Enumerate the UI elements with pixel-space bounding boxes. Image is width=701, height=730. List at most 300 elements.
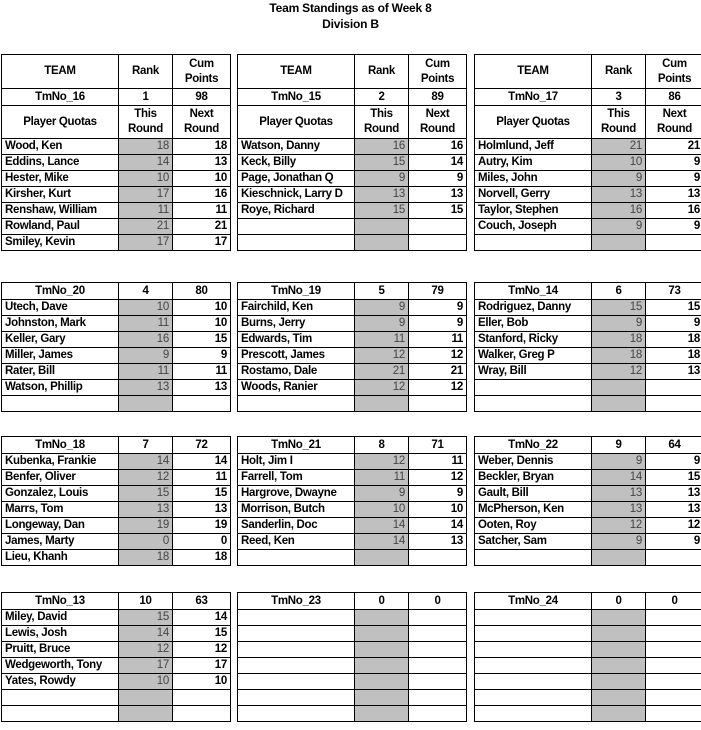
- player-row: [238, 155, 467, 171]
- this-round-quota: 9: [592, 171, 646, 187]
- round-label: Round: [657, 123, 692, 135]
- next-round-quota: 14: [173, 610, 231, 626]
- player-row: [475, 550, 701, 566]
- this-round-quota: 10: [119, 674, 173, 690]
- player-name: [238, 674, 355, 690]
- next-round-quota: 12: [173, 642, 231, 658]
- player-row: [475, 610, 701, 626]
- this-round-quota: 10: [592, 155, 646, 171]
- player-name: [238, 706, 355, 722]
- cum-points-header: [646, 55, 701, 89]
- player-row: [2, 610, 231, 626]
- this-round-quota: 13: [119, 380, 173, 396]
- this-round-quota: [592, 550, 646, 566]
- player-name: Reed, Ken: [238, 534, 355, 550]
- next-round-quota: 10: [173, 171, 231, 187]
- team-header: TEAM: [475, 55, 592, 89]
- player-row: [2, 658, 231, 674]
- player-name: Benfer, Oliver: [2, 470, 119, 486]
- team-points: 79: [409, 283, 467, 300]
- player-name: [475, 642, 592, 658]
- player-name: Watson, Danny: [238, 139, 355, 155]
- next-round-quota: 13: [173, 380, 231, 396]
- player-row: [475, 300, 701, 316]
- player-name: [238, 690, 355, 706]
- next-round-quota: [409, 642, 467, 658]
- cum-label: Cum: [189, 57, 214, 70]
- this-round-quota: 15: [119, 610, 173, 626]
- player-row: [475, 690, 701, 706]
- points-label: Points: [657, 72, 692, 85]
- player-name: Rater, Bill: [2, 364, 119, 380]
- next-round-quota: 16: [409, 139, 467, 155]
- cum-label: Cum: [662, 57, 687, 70]
- player-name: Miley, David: [2, 610, 119, 626]
- player-name: Longeway, Dan: [2, 518, 119, 534]
- team-header: TEAM: [238, 55, 355, 89]
- this-round-quota: [592, 706, 646, 722]
- player-row: [2, 219, 231, 235]
- this-round-quota: 9: [355, 300, 409, 316]
- player-name: Utech, Dave: [2, 300, 119, 316]
- player-name: Smiley, Kevin: [2, 235, 119, 251]
- this-round-quota: 18: [592, 332, 646, 348]
- player-name: Keller, Gary: [2, 332, 119, 348]
- this-round-quota: 16: [119, 332, 173, 348]
- this-round-quota: 15: [355, 155, 409, 171]
- player-row: [238, 219, 467, 235]
- next-round-quota: [646, 706, 701, 722]
- next-round-quota: 19: [173, 518, 231, 534]
- next-round-quota: 9: [646, 454, 701, 470]
- this-round-quota: [355, 610, 409, 626]
- this-round-quota: [592, 642, 646, 658]
- team-name: TmNo_13: [2, 593, 119, 610]
- next-round-quota: 13: [646, 486, 701, 502]
- this-round-quota: [592, 674, 646, 690]
- this-round-quota: 12: [592, 518, 646, 534]
- next-round-quota: [646, 626, 701, 642]
- next-round-quota: 21: [646, 139, 701, 155]
- team-name: TmNo_15: [238, 89, 355, 106]
- next-round-quota: [409, 674, 467, 690]
- player-row: [238, 332, 467, 348]
- player-name: McPherson, Ken: [475, 502, 592, 518]
- team-rank: 7: [119, 437, 173, 454]
- next-round-quota: 10: [173, 674, 231, 690]
- player-quotas-header: Player Quotas: [475, 106, 592, 139]
- player-row: [475, 396, 701, 412]
- team-points: 80: [173, 283, 231, 300]
- player-name: Beckler, Bryan: [475, 470, 592, 486]
- player-name: Keck, Billy: [238, 155, 355, 171]
- team-table: [474, 436, 701, 566]
- this-round-quota: [592, 626, 646, 642]
- player-name: Rowland, Paul: [2, 219, 119, 235]
- team-table: [237, 54, 467, 251]
- next-round-quota: [409, 219, 467, 235]
- player-row: [475, 626, 701, 642]
- next-round-quota: [409, 626, 467, 642]
- this-round-quota: 10: [119, 171, 173, 187]
- next-round-quota: 15: [646, 470, 701, 486]
- this-round-quota: 9: [355, 486, 409, 502]
- next-round-quota: 10: [409, 502, 467, 518]
- player-row: [2, 171, 231, 187]
- player-name: Lieu, Khanh: [2, 550, 119, 566]
- player-row: [238, 626, 467, 642]
- player-row: [238, 690, 467, 706]
- player-name: Wray, Bill: [475, 364, 592, 380]
- player-name: Eddins, Lance: [2, 155, 119, 171]
- team-points: 63: [173, 593, 231, 610]
- next-round-quota: 13: [173, 155, 231, 171]
- next-round-quota: 0: [173, 534, 231, 550]
- player-name: [2, 396, 119, 412]
- player-name: [475, 658, 592, 674]
- rank-header: Rank: [119, 55, 173, 89]
- team-points: 0: [646, 593, 701, 610]
- next-round-quota: 11: [409, 454, 467, 470]
- player-row: [238, 235, 467, 251]
- this-round-quota: 0: [119, 534, 173, 550]
- player-name: Miles, John: [475, 171, 592, 187]
- player-name: Woods, Ranier: [238, 380, 355, 396]
- this-round-quota: [592, 610, 646, 626]
- team-rank: 5: [355, 283, 409, 300]
- next-round-quota: 9: [646, 155, 701, 171]
- next-round-quota: 13: [409, 534, 467, 550]
- this-round-quota: 19: [119, 518, 173, 534]
- team-name: TmNo_24: [475, 593, 592, 610]
- team-name: TmNo_21: [238, 437, 355, 454]
- next-round-quota: [409, 550, 467, 566]
- next-round-quota: 9: [646, 219, 701, 235]
- team-points: 98: [173, 89, 231, 106]
- this-round-quota: 11: [119, 316, 173, 332]
- player-quotas-header: Player Quotas: [2, 106, 119, 139]
- player-row: [475, 171, 701, 187]
- this-round-quota: 21: [355, 364, 409, 380]
- player-row: [238, 534, 467, 550]
- next-round-quota: [173, 706, 231, 722]
- next-round-quota: [646, 674, 701, 690]
- player-row: [475, 139, 701, 155]
- player-name: Eller, Bob: [475, 316, 592, 332]
- player-name: [238, 235, 355, 251]
- player-row: [238, 674, 467, 690]
- this-round-quota: 10: [119, 300, 173, 316]
- next-round-quota: [646, 550, 701, 566]
- rank-header: Rank: [355, 55, 409, 89]
- next-round-quota: 16: [173, 187, 231, 203]
- this-round-quota: 18: [119, 550, 173, 566]
- this-round-quota: 12: [119, 470, 173, 486]
- team-name: TmNo_18: [2, 437, 119, 454]
- this-round-quota: 14: [119, 454, 173, 470]
- next-round-quota: 10: [173, 316, 231, 332]
- player-row: [2, 690, 231, 706]
- this-round-quota: [592, 235, 646, 251]
- player-name: Kirsher, Kurt: [2, 187, 119, 203]
- player-row: [475, 364, 701, 380]
- next-round-quota: 15: [173, 626, 231, 642]
- this-round-quota: 14: [592, 470, 646, 486]
- player-name: Watson, Phillip: [2, 380, 119, 396]
- player-name: [475, 380, 592, 396]
- team-rank: 4: [119, 283, 173, 300]
- player-name: Roye, Richard: [238, 203, 355, 219]
- this-round-quota: 15: [592, 300, 646, 316]
- player-row: [238, 203, 467, 219]
- player-name: Miller, James: [2, 348, 119, 364]
- this-round-quota: 9: [592, 454, 646, 470]
- player-row: [238, 706, 467, 722]
- player-row: [475, 674, 701, 690]
- player-name: Couch, Joseph: [475, 219, 592, 235]
- player-name: Yates, Rowdy: [2, 674, 119, 690]
- player-name: [475, 706, 592, 722]
- next-round-quota: [409, 610, 467, 626]
- this-label: This: [607, 108, 630, 120]
- this-round-quota: 9: [592, 534, 646, 550]
- this-round-header: [355, 106, 409, 139]
- page-title: [0, 0, 701, 32]
- next-round-quota: 11: [409, 332, 467, 348]
- team-table: [474, 592, 701, 722]
- player-row: [2, 486, 231, 502]
- player-name: Edwards, Tim: [238, 332, 355, 348]
- next-round-quota: 13: [173, 502, 231, 518]
- this-round-quota: 14: [119, 155, 173, 171]
- player-name: Prescott, James: [238, 348, 355, 364]
- this-round-quota: [592, 690, 646, 706]
- this-round-quota: 13: [592, 502, 646, 518]
- player-row: [2, 364, 231, 380]
- team-rank: 8: [355, 437, 409, 454]
- team-points: 72: [173, 437, 231, 454]
- player-row: [2, 348, 231, 364]
- player-row: [475, 332, 701, 348]
- next-round-quota: 15: [173, 332, 231, 348]
- this-round-quota: [355, 674, 409, 690]
- player-name: [475, 626, 592, 642]
- player-name: [238, 550, 355, 566]
- next-round-quota: 18: [173, 139, 231, 155]
- team-name: TmNo_17: [475, 89, 592, 106]
- next-round-quota: 12: [409, 470, 467, 486]
- next-round-quota: 9: [173, 348, 231, 364]
- player-row: [2, 139, 231, 155]
- player-row: [475, 502, 701, 518]
- this-round-header: [592, 106, 646, 139]
- this-round-quota: 21: [119, 219, 173, 235]
- player-name: [475, 235, 592, 251]
- player-name: Walker, Greg P: [475, 348, 592, 364]
- player-row: [2, 155, 231, 171]
- title-line-2: Division B: [322, 17, 379, 31]
- next-round-quota: [646, 235, 701, 251]
- team-table: [1, 282, 231, 412]
- team-table: [237, 592, 467, 722]
- player-quotas-header: Player Quotas: [238, 106, 355, 139]
- player-name: [2, 706, 119, 722]
- team-rank: 2: [355, 89, 409, 106]
- this-round-quota: 14: [119, 626, 173, 642]
- rank-header: Rank: [592, 55, 646, 89]
- next-round-header: [646, 106, 701, 139]
- player-row: [2, 518, 231, 534]
- this-round-quota: [355, 690, 409, 706]
- team-name: TmNo_14: [475, 283, 592, 300]
- player-row: [238, 396, 467, 412]
- player-name: Gonzalez, Louis: [2, 486, 119, 502]
- next-round-quota: 18: [646, 332, 701, 348]
- player-row: [2, 203, 231, 219]
- next-round-quota: [409, 658, 467, 674]
- team-rank: 9: [592, 437, 646, 454]
- this-round-quota: [119, 396, 173, 412]
- next-round-quota: [646, 658, 701, 674]
- next-round-quota: 11: [173, 364, 231, 380]
- player-name: [238, 610, 355, 626]
- player-row: [2, 502, 231, 518]
- player-row: [475, 706, 701, 722]
- player-row: [238, 502, 467, 518]
- next-label: Next: [662, 108, 687, 120]
- this-round-quota: [355, 550, 409, 566]
- next-round-quota: 11: [173, 470, 231, 486]
- this-round-quota: [355, 219, 409, 235]
- player-name: Gault, Bill: [475, 486, 592, 502]
- team-rank: 10: [119, 593, 173, 610]
- next-round-quota: 9: [409, 486, 467, 502]
- team-name: TmNo_22: [475, 437, 592, 454]
- team-rank: 0: [355, 593, 409, 610]
- this-round-quota: 11: [355, 470, 409, 486]
- team-rank: 6: [592, 283, 646, 300]
- player-name: Fairchild, Ken: [238, 300, 355, 316]
- this-round-quota: [119, 706, 173, 722]
- player-row: [238, 364, 467, 380]
- next-round-header: [173, 106, 231, 139]
- player-name: Wood, Ken: [2, 139, 119, 155]
- player-name: Hester, Mike: [2, 171, 119, 187]
- player-row: [475, 486, 701, 502]
- player-row: [238, 300, 467, 316]
- next-round-quota: 17: [173, 658, 231, 674]
- team-table: [1, 592, 231, 722]
- next-round-quota: 12: [409, 380, 467, 396]
- next-round-quota: [409, 235, 467, 251]
- player-name: Holt, Jim I: [238, 454, 355, 470]
- player-row: [475, 203, 701, 219]
- cum-label: Cum: [425, 57, 450, 70]
- round-label: Round: [601, 123, 636, 135]
- player-name: Burns, Jerry: [238, 316, 355, 332]
- this-round-quota: 12: [355, 348, 409, 364]
- this-round-quota: 17: [119, 187, 173, 203]
- this-round-quota: 10: [355, 502, 409, 518]
- player-name: Rostamo, Dale: [238, 364, 355, 380]
- team-rank: 3: [592, 89, 646, 106]
- player-name: Johnston, Mark: [2, 316, 119, 332]
- player-row: [238, 642, 467, 658]
- team-table: [474, 54, 701, 251]
- this-round-quota: 12: [119, 642, 173, 658]
- next-round-quota: [646, 610, 701, 626]
- player-row: [2, 380, 231, 396]
- player-name: Wedgeworth, Tony: [2, 658, 119, 674]
- player-name: Holmlund, Jeff: [475, 139, 592, 155]
- points-label: Points: [420, 72, 455, 85]
- next-round-quota: 9: [646, 316, 701, 332]
- player-row: [2, 626, 231, 642]
- next-round-quota: 14: [409, 155, 467, 171]
- title-line-1: Team Standings as of Week 8: [269, 1, 432, 15]
- player-row: [2, 706, 231, 722]
- player-name: Ooten, Roy: [475, 518, 592, 534]
- next-round-quota: 9: [646, 171, 701, 187]
- next-round-quota: 18: [173, 550, 231, 566]
- round-label: Round: [420, 123, 455, 135]
- player-row: [475, 187, 701, 203]
- player-name: James, Marty: [2, 534, 119, 550]
- player-row: [238, 470, 467, 486]
- next-round-quota: 11: [173, 203, 231, 219]
- this-round-quota: [355, 642, 409, 658]
- this-round-quota: [355, 396, 409, 412]
- next-round-quota: 12: [646, 518, 701, 534]
- this-round-quota: [355, 626, 409, 642]
- next-round-header: [409, 106, 467, 139]
- this-round-quota: 11: [119, 364, 173, 380]
- player-row: [2, 332, 231, 348]
- player-row: [238, 610, 467, 626]
- team-points: 64: [646, 437, 701, 454]
- this-round-quota: 9: [592, 316, 646, 332]
- player-name: Weber, Dennis: [475, 454, 592, 470]
- this-round-quota: 17: [119, 235, 173, 251]
- this-round-quota: 13: [119, 502, 173, 518]
- next-round-quota: 10: [173, 300, 231, 316]
- team-table: [1, 436, 231, 566]
- team-table: [474, 282, 701, 412]
- this-round-quota: [592, 658, 646, 674]
- next-round-quota: [646, 690, 701, 706]
- team-name: TmNo_19: [238, 283, 355, 300]
- this-round-quota: 16: [355, 139, 409, 155]
- this-round-quota: 12: [355, 380, 409, 396]
- player-row: [238, 187, 467, 203]
- next-round-quota: 13: [646, 364, 701, 380]
- player-row: [475, 348, 701, 364]
- this-round-quota: [355, 706, 409, 722]
- team-name: TmNo_23: [238, 593, 355, 610]
- this-round-quota: [355, 235, 409, 251]
- next-round-quota: 9: [409, 171, 467, 187]
- player-row: [475, 155, 701, 171]
- player-name: Marrs, Tom: [2, 502, 119, 518]
- team-table: [237, 282, 467, 412]
- player-row: [475, 642, 701, 658]
- player-name: Rodriguez, Danny: [475, 300, 592, 316]
- next-round-quota: 9: [646, 534, 701, 550]
- next-round-quota: [409, 690, 467, 706]
- team-name: TmNo_16: [2, 89, 119, 106]
- team-table: [237, 436, 467, 566]
- player-name: [238, 396, 355, 412]
